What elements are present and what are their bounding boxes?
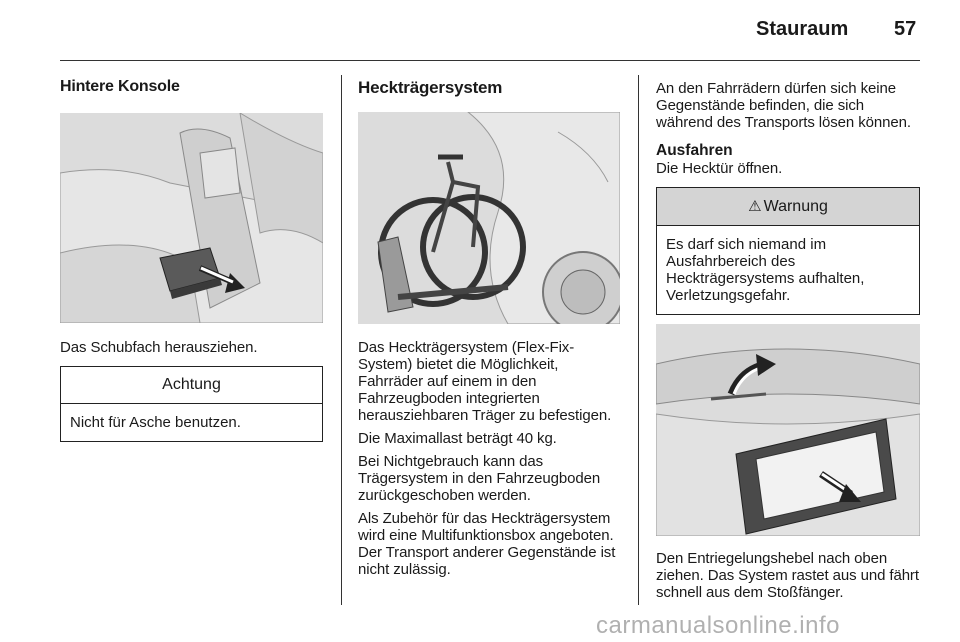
warning-triangle-icon: ⚠	[748, 198, 762, 215]
seat-console-drawer-illustration	[60, 113, 323, 323]
paragraph: An den Fahrrädern dürfen sich keine Gegenstände befinden, die sich während des Transports lösen können.	[656, 80, 911, 131]
page-header	[0, 0, 960, 62]
warning-text: Es darf sich niemand im Ausfahrbereich des Heckträgersystems aufhalten, Verletzungsgefahr.	[666, 236, 865, 304]
column-left	[60, 62, 323, 442]
paragraph: Bei Nichtgebrauch kann das Trägersystem in den Fahrzeugboden zurückgeschoben werden.	[358, 453, 601, 504]
notice-title: Achtung	[61, 367, 322, 404]
column-divider	[638, 75, 639, 605]
warning-header	[657, 188, 919, 226]
figure-caption: Das Schubfach herausziehen.	[60, 339, 258, 356]
paragraph: Das Heckträgersystem (Flex-Fix-System) bietet die Möglichkeit, Fahrräder auf einem in den Fahrzeugboden integrierten herausziehbaren Träger zu befestigen.	[358, 339, 612, 424]
bicycle-carrier-illustration	[358, 112, 620, 324]
section-heading: Heckträgersystem	[358, 78, 503, 97]
header-rule	[60, 60, 920, 61]
figure-caption: Den Entriegelungshebel nach oben ziehen. Das System rastet aus und fährt schnell aus dem Stoßfänger.	[656, 550, 919, 601]
page-title: Stauraum	[756, 18, 849, 40]
column-divider	[341, 75, 342, 605]
warning-box	[656, 187, 920, 315]
column-middle	[358, 62, 620, 578]
notice-text: Nicht für Asche benutzen.	[70, 414, 241, 431]
paragraph: Die Maximallast beträgt 40 kg.	[358, 430, 557, 447]
page-number: 57	[894, 18, 917, 40]
column-right	[656, 62, 920, 601]
notice-box	[60, 366, 323, 442]
release-lever-illustration	[656, 324, 920, 536]
subheading: Ausfahren	[656, 142, 733, 159]
watermark: carmanualsonline.info	[596, 612, 840, 639]
paragraph: Als Zubehör für das Heckträgersystem wird eine Multifunktionsbox angeboten. Der Transport anderer Gegenstände ist nicht zulässig.	[358, 510, 616, 578]
section-heading: Hintere Konsole	[60, 78, 180, 95]
instruction: Die Hecktür öffnen.	[656, 160, 783, 177]
warning-title: Warnung	[763, 198, 828, 215]
